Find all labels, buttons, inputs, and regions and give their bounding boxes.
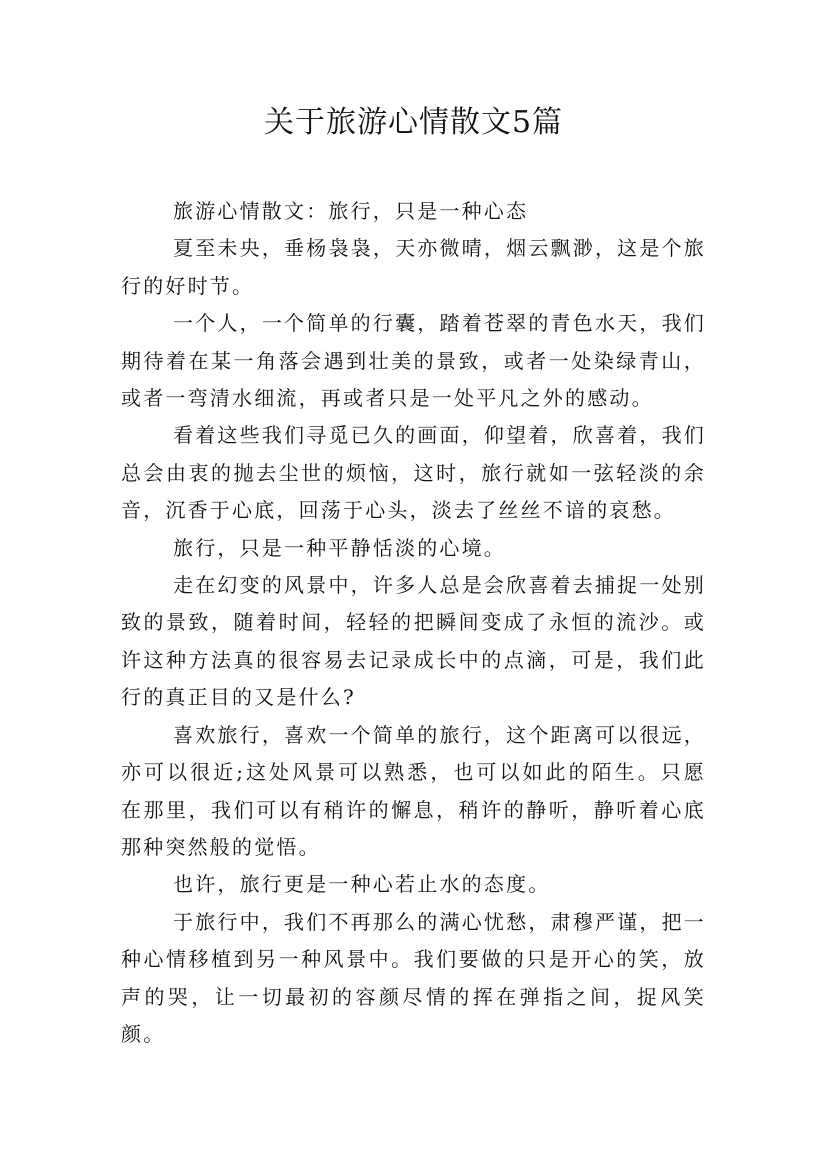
paragraph: 夏至未央，垂杨袅袅，天亦微晴，烟云飘渺，这是个旅行的好时节。	[121, 236, 706, 298]
paragraph: 也许，旅行更是一种心若止水的态度。	[173, 872, 551, 897]
paragraph: 看着这些我们寻觅已久的画面，仰望着，欣喜着，我们总会由衷的抛去尘世的烦恼，这时，旅行就如一弦轻淡的余音，沉香于心底，回荡于心头，淡去了丝丝不谙的哀愁。	[121, 423, 706, 523]
paragraph: 一个人，一个简单的行囊，踏着苍翠的青色水天，我们期待着在某一角落会遇到壮美的景致，或者一处染绿青山，或者一弯清水细流，再或者只是一处平凡之外的感动。	[121, 311, 706, 411]
document-title: 关于旅游心情散文5篇	[263, 105, 564, 140]
paragraph: 旅行，只是一种平静恬淡的心境。	[173, 535, 506, 560]
paragraph-subtitle: 旅游心情散文：旅行，只是一种心态	[173, 199, 529, 223]
paragraph: 喜欢旅行，喜欢一个简单的旅行，这个距离可以很远，亦可以很近;这处风景可以熟悉，也可以如此的陌生。只愿在那里，我们可以有稍许的懈息，稍许的静听，静听着心底那种突然般的觉悟。	[121, 722, 706, 859]
paragraph: 于旅行中，我们不再那么的满心忧愁，肃穆严谨，把一种心情移植到另一种风景中。我们要做的只是开心的笑，放声的哭，让一切最初的容颜尽情的挥在弹指之间，捉风笑颜。	[121, 909, 706, 1046]
document-body	[121, 193, 706, 1053]
paragraph: 走在幻变的风景中，许多人总是会欣喜着去捕捉一处别致的景致，随着时间，轻轻的把瞬间变成了永恒的流沙。或许这种方法真的很容易去记录成长中的点滴，可是，我们此行的真正目的又是什么?	[121, 573, 706, 710]
